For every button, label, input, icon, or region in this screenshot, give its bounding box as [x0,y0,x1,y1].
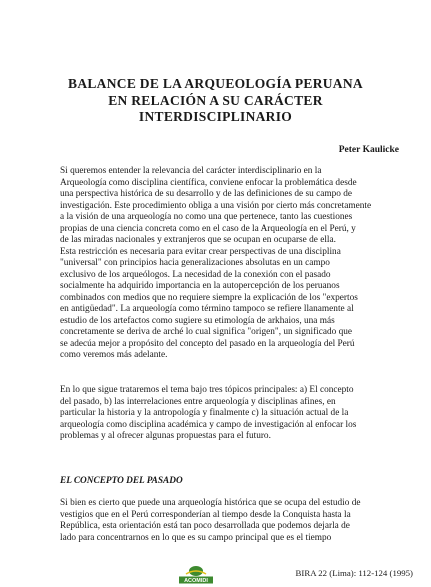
text-line: En lo que sigue trataremos el tema bajo tres tópicos principales: a) El concepto [60,385,354,395]
title-line: EN RELACIÓN A SU CARÁCTER [108,92,323,108]
logo-text: ACOMIDI [184,578,208,584]
text-line: problemas y al ofrecer algunas propuestas para el futuro. [60,431,271,441]
title-line: INTERDISCIPLINARIO [138,109,293,124]
text-line: lado para concentrarnos en lo que es su campo principal que es el tiempo [60,532,332,543]
text-line: particular la historia y la antropología y finalmente c) la situación actual de la [60,408,349,418]
text-line: vestigios que en el Perú corresponderían al tiempo desde la Conquista hasta la [60,509,351,520]
text-line: a la visión de una arqueología no como una que pertenece, tanto las cuestiones [60,212,353,222]
text-line: como veremos más adelante. [60,350,168,360]
text-line: arqueología como disciplina académica y campo de investigación al enfocar los [60,419,357,430]
text-line: combinados con medios que no requiere siempre la explicación de los "expertos [60,292,358,303]
text-line: una perspectiva histórica de su desarrollo y de las definiciones de su campo de [60,189,352,199]
text-line: República, esta orientación está tan poco desarrollada que podemos dejarla de [60,521,350,531]
journal-citation: BIRA 22 (Lima): 112-124 (1995) [295,568,413,578]
text-line: investigación. Este procedimiento obliga a una visión por cierto más concretamente [60,200,372,211]
text-line: de las miradas nacionales y extranjeros que se ocupan en ocuparse de ella. [60,235,336,245]
text-line: estudio de los artefactos como sugiere su etimología de arkhaios, una más [60,315,335,326]
article-title [60,76,371,126]
text-line: Esta restricción es necesaria para evitar crear perspectivas de una disciplina [60,246,341,257]
text-line: socialmente ha adquirido importancia en la autopercepción de los peruanos [60,281,340,291]
section-paragraph [60,498,373,544]
text-line: Si bien es cierto que puede una arqueología histórica que se ocupa del estudio de [60,498,361,508]
text-line: concretamente se deriva de arché lo cual significa "origen", un significado que [60,327,353,337]
text-line: en antigüedad". La arqueología como término tampoco se refiere llanamente al [60,304,354,314]
outline-paragraph [60,385,373,443]
text-line: Arqueología como disciplina científica, conviene enfocar la problemática desde [60,177,357,188]
text-line: propias de una ciencia concreta como en el caso de la Arqueología en el Perú, y [60,223,356,234]
text-line: "universal" con principios hacia generalizaciones absolutas en un campo [60,258,330,268]
section-heading: EL CONCEPTO DEL PASADO [60,476,183,486]
intro-paragraph [60,166,373,362]
publisher-logo [176,565,216,585]
text-line: del pasado, b) las interrelaciones entre arqueología y disciplinas afines, en [60,396,336,407]
text-line: exclusivo de los arqueólogos. La necesidad de la conexión con el pasado [60,269,331,280]
text-line: Si queremos entender la relevancia del carácter interdisciplinario en la [60,166,322,176]
title-line: BALANCE DE LA ARQUEOLOGÍA PERUANA [68,76,363,91]
author-name: Peter Kaulicke [338,145,399,155]
text-line: se adecúa mejor a propósito del concepto del pasado en la arqueología del Perú [60,338,355,349]
